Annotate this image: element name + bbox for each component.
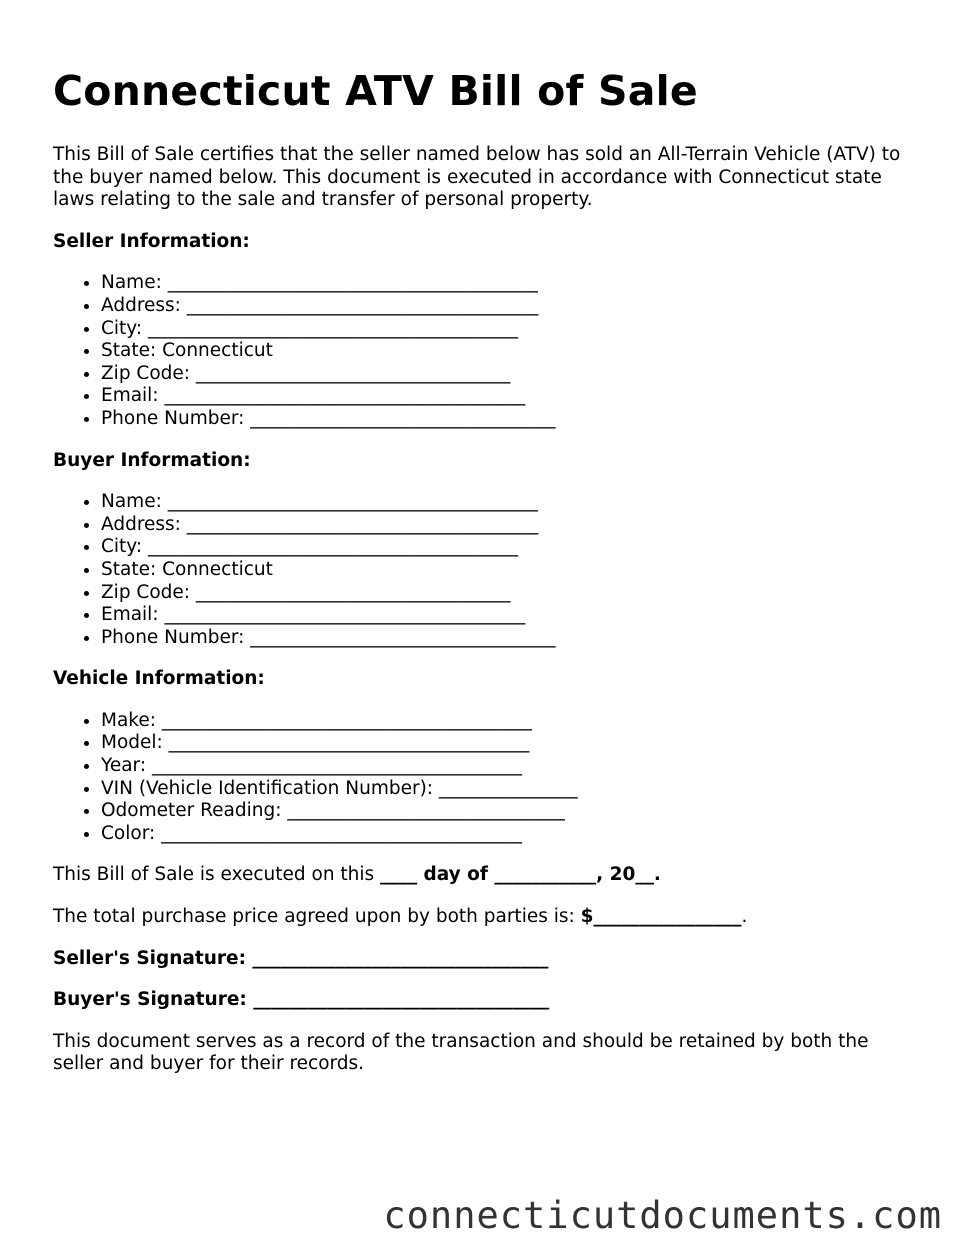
list-item: • Email: _______________________________________	[101, 385, 913, 408]
buyer-heading: Buyer Information:	[53, 449, 251, 471]
list-item: • State: Connecticut	[101, 340, 913, 363]
list-item: • Name: ________________________________________	[101, 491, 913, 514]
list-item: • Year: ________________________________________	[101, 755, 913, 778]
list-item: • Color: _______________________________________	[101, 823, 913, 846]
list-item: • Name: ________________________________________	[101, 272, 913, 295]
list-item: • City: ________________________________________	[101, 536, 913, 559]
seller-list	[53, 272, 913, 430]
purchase-price-blank: $________________	[580, 906, 742, 928]
list-item: • Odometer Reading: ______________________________	[101, 800, 913, 823]
list-item: • Address: ______________________________________	[101, 514, 913, 537]
seller-heading: Seller Information:	[53, 230, 250, 252]
purchase-price-line	[53, 906, 913, 929]
vehicle-list	[53, 710, 913, 846]
purchase-price-suffix: .	[741, 906, 748, 928]
closing-paragraph: This document serves as a record of the transaction and should be retained by both the seller and buyer for their records.	[53, 1030, 869, 1075]
list-item: • VIN (Vehicle Identification Number): _______________	[101, 778, 913, 801]
execution-date-blank: ____ day of ___________, 20__.	[380, 864, 661, 886]
list-item: • Make: ________________________________________	[101, 710, 913, 733]
document-page	[53, 64, 913, 1095]
list-item: • Address: ______________________________________	[101, 295, 913, 318]
footer-watermark: connecticutdocuments.com	[383, 1194, 942, 1237]
list-item: • City: ________________________________________	[101, 318, 913, 341]
list-item: • Phone Number: _________________________________	[101, 408, 913, 431]
list-item: • State: Connecticut	[101, 559, 913, 582]
list-item: • Phone Number: _________________________________	[101, 627, 913, 650]
seller-signature-line: Seller's Signature: ________________________________	[53, 947, 549, 969]
purchase-price-prefix: The total purchase price agreed upon by both parties is:	[53, 906, 581, 928]
list-item: • Model: _______________________________________	[101, 732, 913, 755]
list-item: • Zip Code: __________________________________	[101, 582, 913, 605]
vehicle-heading: Vehicle Information:	[53, 668, 265, 690]
list-item: • Zip Code: __________________________________	[101, 363, 913, 386]
buyer-signature-line: Buyer's Signature: ________________________________	[53, 989, 550, 1011]
page-title: Connecticut ATV Bill of Sale	[53, 67, 698, 115]
buyer-list	[53, 491, 913, 649]
list-item: • Email: _______________________________________	[101, 604, 913, 627]
execution-date-line	[53, 864, 913, 887]
intro-paragraph: This Bill of Sale certifies that the seller named below has sold an All-Terrain Vehicle (ATV) to the buyer named below. This document is executed in accordance with Connecticut state laws relating to the sale and transfer of personal property.	[53, 144, 901, 211]
execution-date-prefix: This Bill of Sale is executed on this	[53, 864, 381, 886]
